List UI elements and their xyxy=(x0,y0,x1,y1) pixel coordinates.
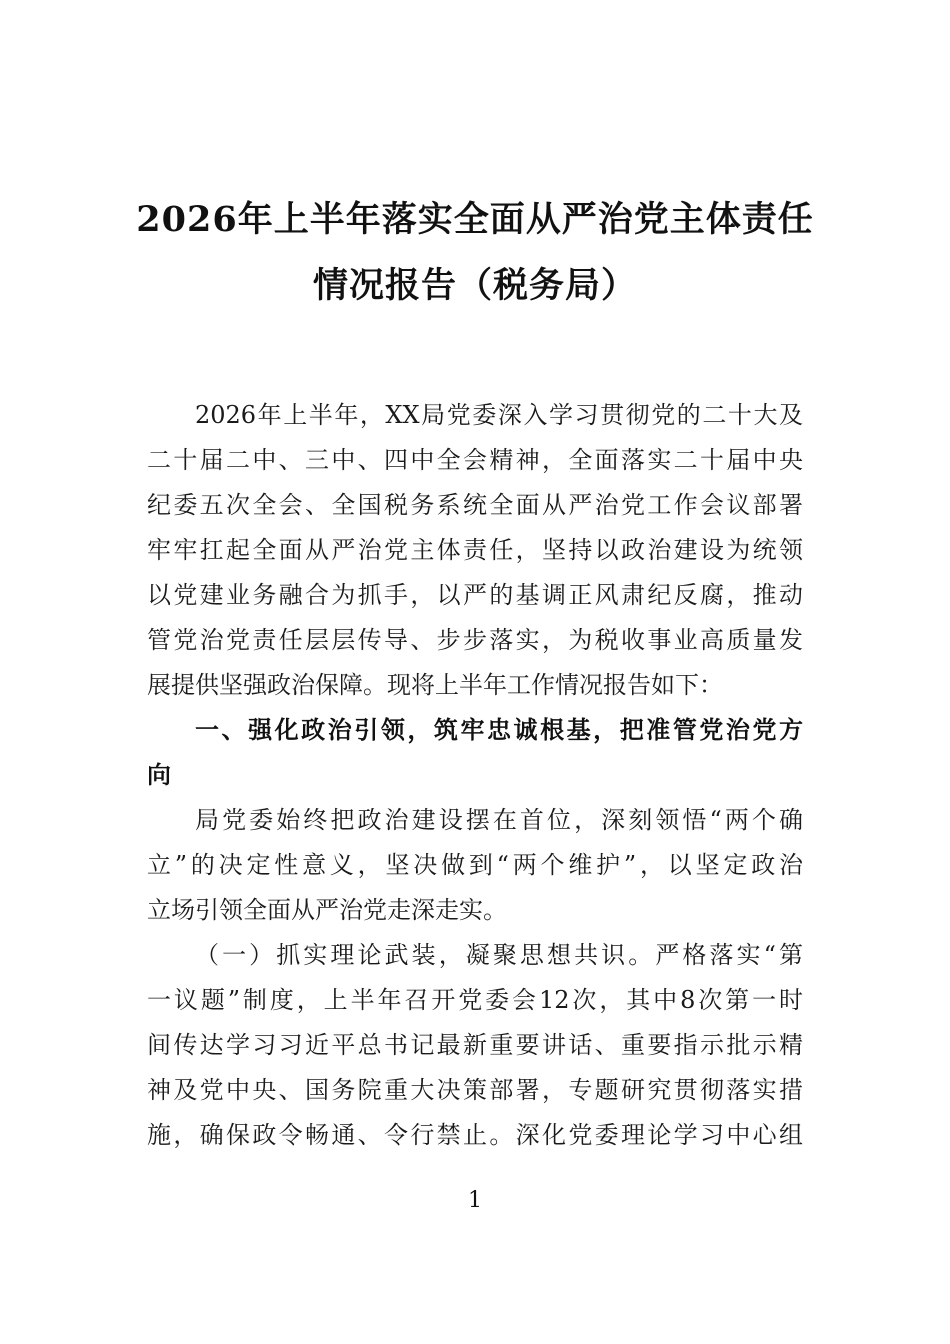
intro-line: 纪委五次全会、全国税务系统全面从严治党工作会议部署 xyxy=(147,491,803,519)
subsection-line: 施，确保政令畅通、令行禁止。深化党委理论学习中心组 xyxy=(147,1121,803,1149)
intro-line: 二十届二中、三中、四中全会精神，全面落实二十届中央 xyxy=(147,446,803,474)
section-heading: 向 xyxy=(147,761,171,789)
intro-line: 展提供坚强政治保障。现将上半年工作情况报告如下： xyxy=(147,671,723,699)
section-paragraph-line: 立”的决定性意义，坚决做到“两个维护”，以坚定政治 xyxy=(147,851,803,879)
intro-line: 2026年上半年，XX局党委深入学习贯彻党的二十大及 xyxy=(195,401,803,429)
subsection-line: 一议题”制度，上半年召开党委会12次，其中8次第一时 xyxy=(147,986,803,1014)
document-title-line-1: 2026年上半年落实全面从严治党主体责任 xyxy=(136,199,814,240)
page-number: 1 xyxy=(468,1188,482,1213)
document-title-line-2: 情况报告（税务局） xyxy=(312,265,637,306)
intro-line: 管党治党责任层层传导、步步落实，为税收事业高质量发 xyxy=(147,626,803,654)
section-paragraph-line: 立场引领全面从严治党走深走实。 xyxy=(147,896,507,924)
intro-line: 牢牢扛起全面从严治党主体责任，坚持以政治建设为统领 xyxy=(147,536,803,564)
subsection-line: （一）抓实理论武装，凝聚思想共识。严格落实“第 xyxy=(195,941,803,969)
section-paragraph-line: 局党委始终把政治建设摆在首位，深刻领悟“两个确 xyxy=(195,806,803,834)
section-heading: 一、强化政治引领，筑牢忠诚根基，把准管党治党方 xyxy=(195,716,803,744)
intro-line: 以党建业务融合为抓手，以严的基调正风肃纪反腐，推动 xyxy=(147,581,803,609)
subsection-line: 神及党中央、国务院重大决策部署，专题研究贯彻落实措 xyxy=(147,1076,803,1104)
subsection-line: 间传达学习习近平总书记最新重要讲话、重要指示批示精 xyxy=(147,1031,803,1059)
